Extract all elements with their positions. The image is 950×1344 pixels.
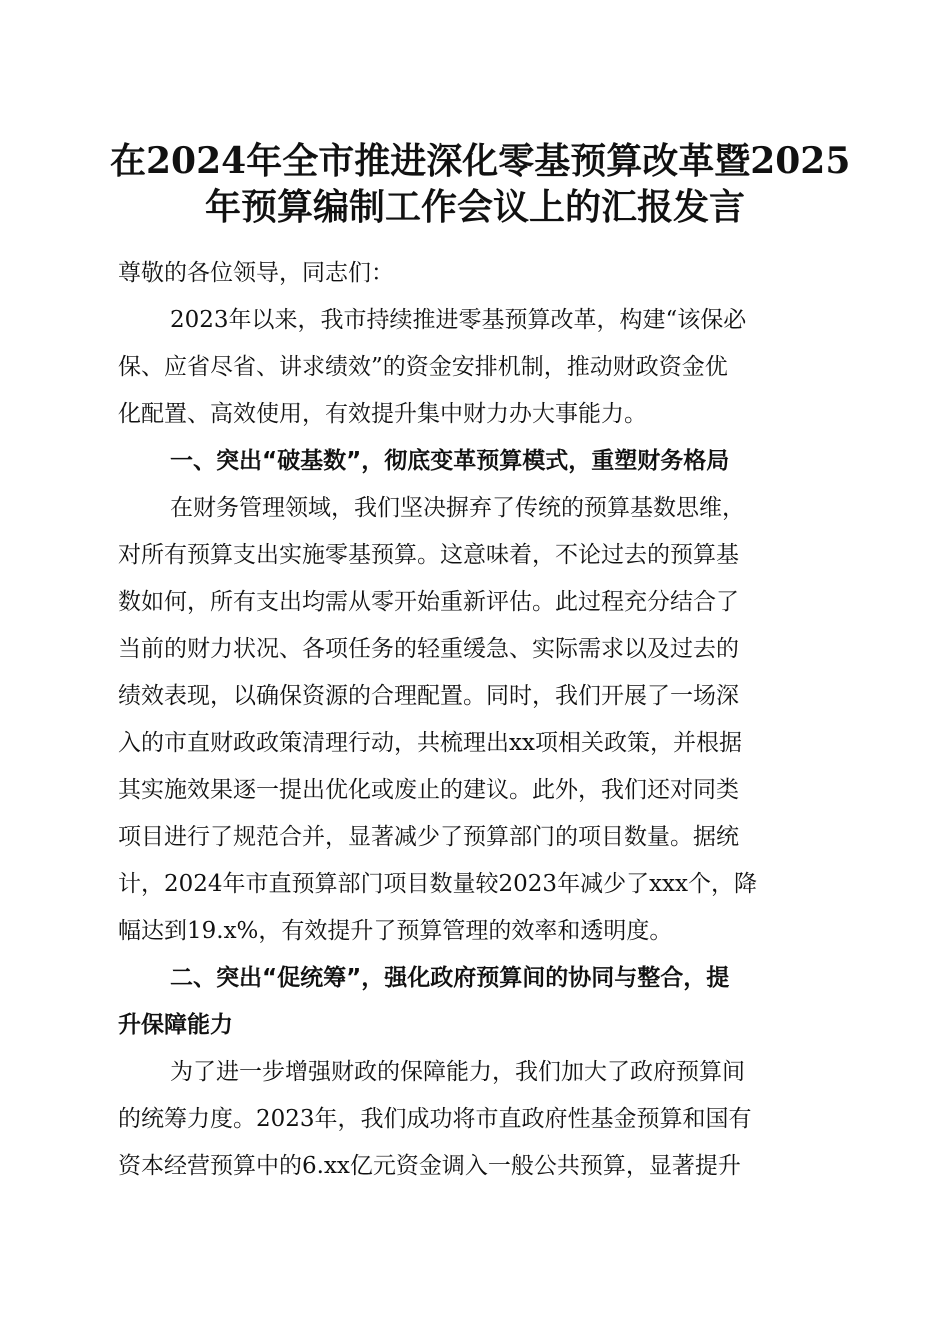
paragraph-line: 其实施效果逐一提出优化或废止的建议。此外，我们还对同类	[118, 777, 739, 803]
paragraph-line: 对所有预算支出实施零基预算。这意味着，不论过去的预算基	[118, 542, 739, 568]
section-heading-2-cont: 升保障能力	[118, 1012, 233, 1038]
paragraph-line: 在财务管理领域，我们坚决摒弃了传统的预算基数思维，	[170, 495, 745, 521]
paragraph-line: 计，2024年市直预算部门项目数量较2023年减少了xxx个，降	[118, 871, 757, 897]
paragraph-line: 入的市直财政政策清理行动，共梳理出xx项相关政策，并根据	[118, 730, 742, 756]
salutation: 尊敬的各位领导，同志们：	[118, 260, 394, 286]
paragraph-line: 资本经营预算中的6.xx亿元资金调入一般公共预算，显著提升	[118, 1153, 741, 1179]
document-body	[118, 250, 828, 1190]
paragraph-line: 保、应省尽省、讲求绩效”的资金安排机制，推动财政资金优	[118, 354, 728, 380]
title-line-1: 在2024年全市推进深化零基预算改革暨2025	[110, 140, 851, 182]
paragraph-line: 的统筹力度。2023年，我们成功将市直政府性基金预算和国有	[118, 1106, 752, 1132]
paragraph-line: 为了进一步增强财政的保障能力，我们加大了政府预算间	[170, 1059, 745, 1085]
title-line-2: 年预算编制工作会议上的汇报发言	[204, 186, 745, 228]
paragraph-line: 项目进行了规范合并，显著减少了预算部门的项目数量。据统	[118, 824, 739, 850]
paragraph-line: 当前的财力状况、各项任务的轻重缓急、实际需求以及过去的	[118, 636, 739, 662]
paragraph-line: 2023年以来，我市持续推进零基预算改革，构建“该保必	[170, 307, 747, 333]
document-title	[110, 138, 851, 230]
paragraph-line: 数如何，所有支出均需从零开始重新评估。此过程充分结合了	[118, 589, 739, 615]
paragraph-line: 幅达到19.x%，有效提升了预算管理的效率和透明度。	[118, 918, 673, 944]
section-heading-2: 二、突出“促统筹”，强化政府预算间的协同与整合，提	[170, 965, 730, 991]
paragraph-line: 绩效表现，以确保资源的合理配置。同时，我们开展了一场深	[118, 683, 739, 709]
section-heading-1: 一、突出“破基数”，彻底变革预算模式，重塑财务格局	[170, 448, 730, 474]
paragraph-line: 化配置、高效使用，有效提升集中财力办大事能力。	[118, 401, 647, 427]
